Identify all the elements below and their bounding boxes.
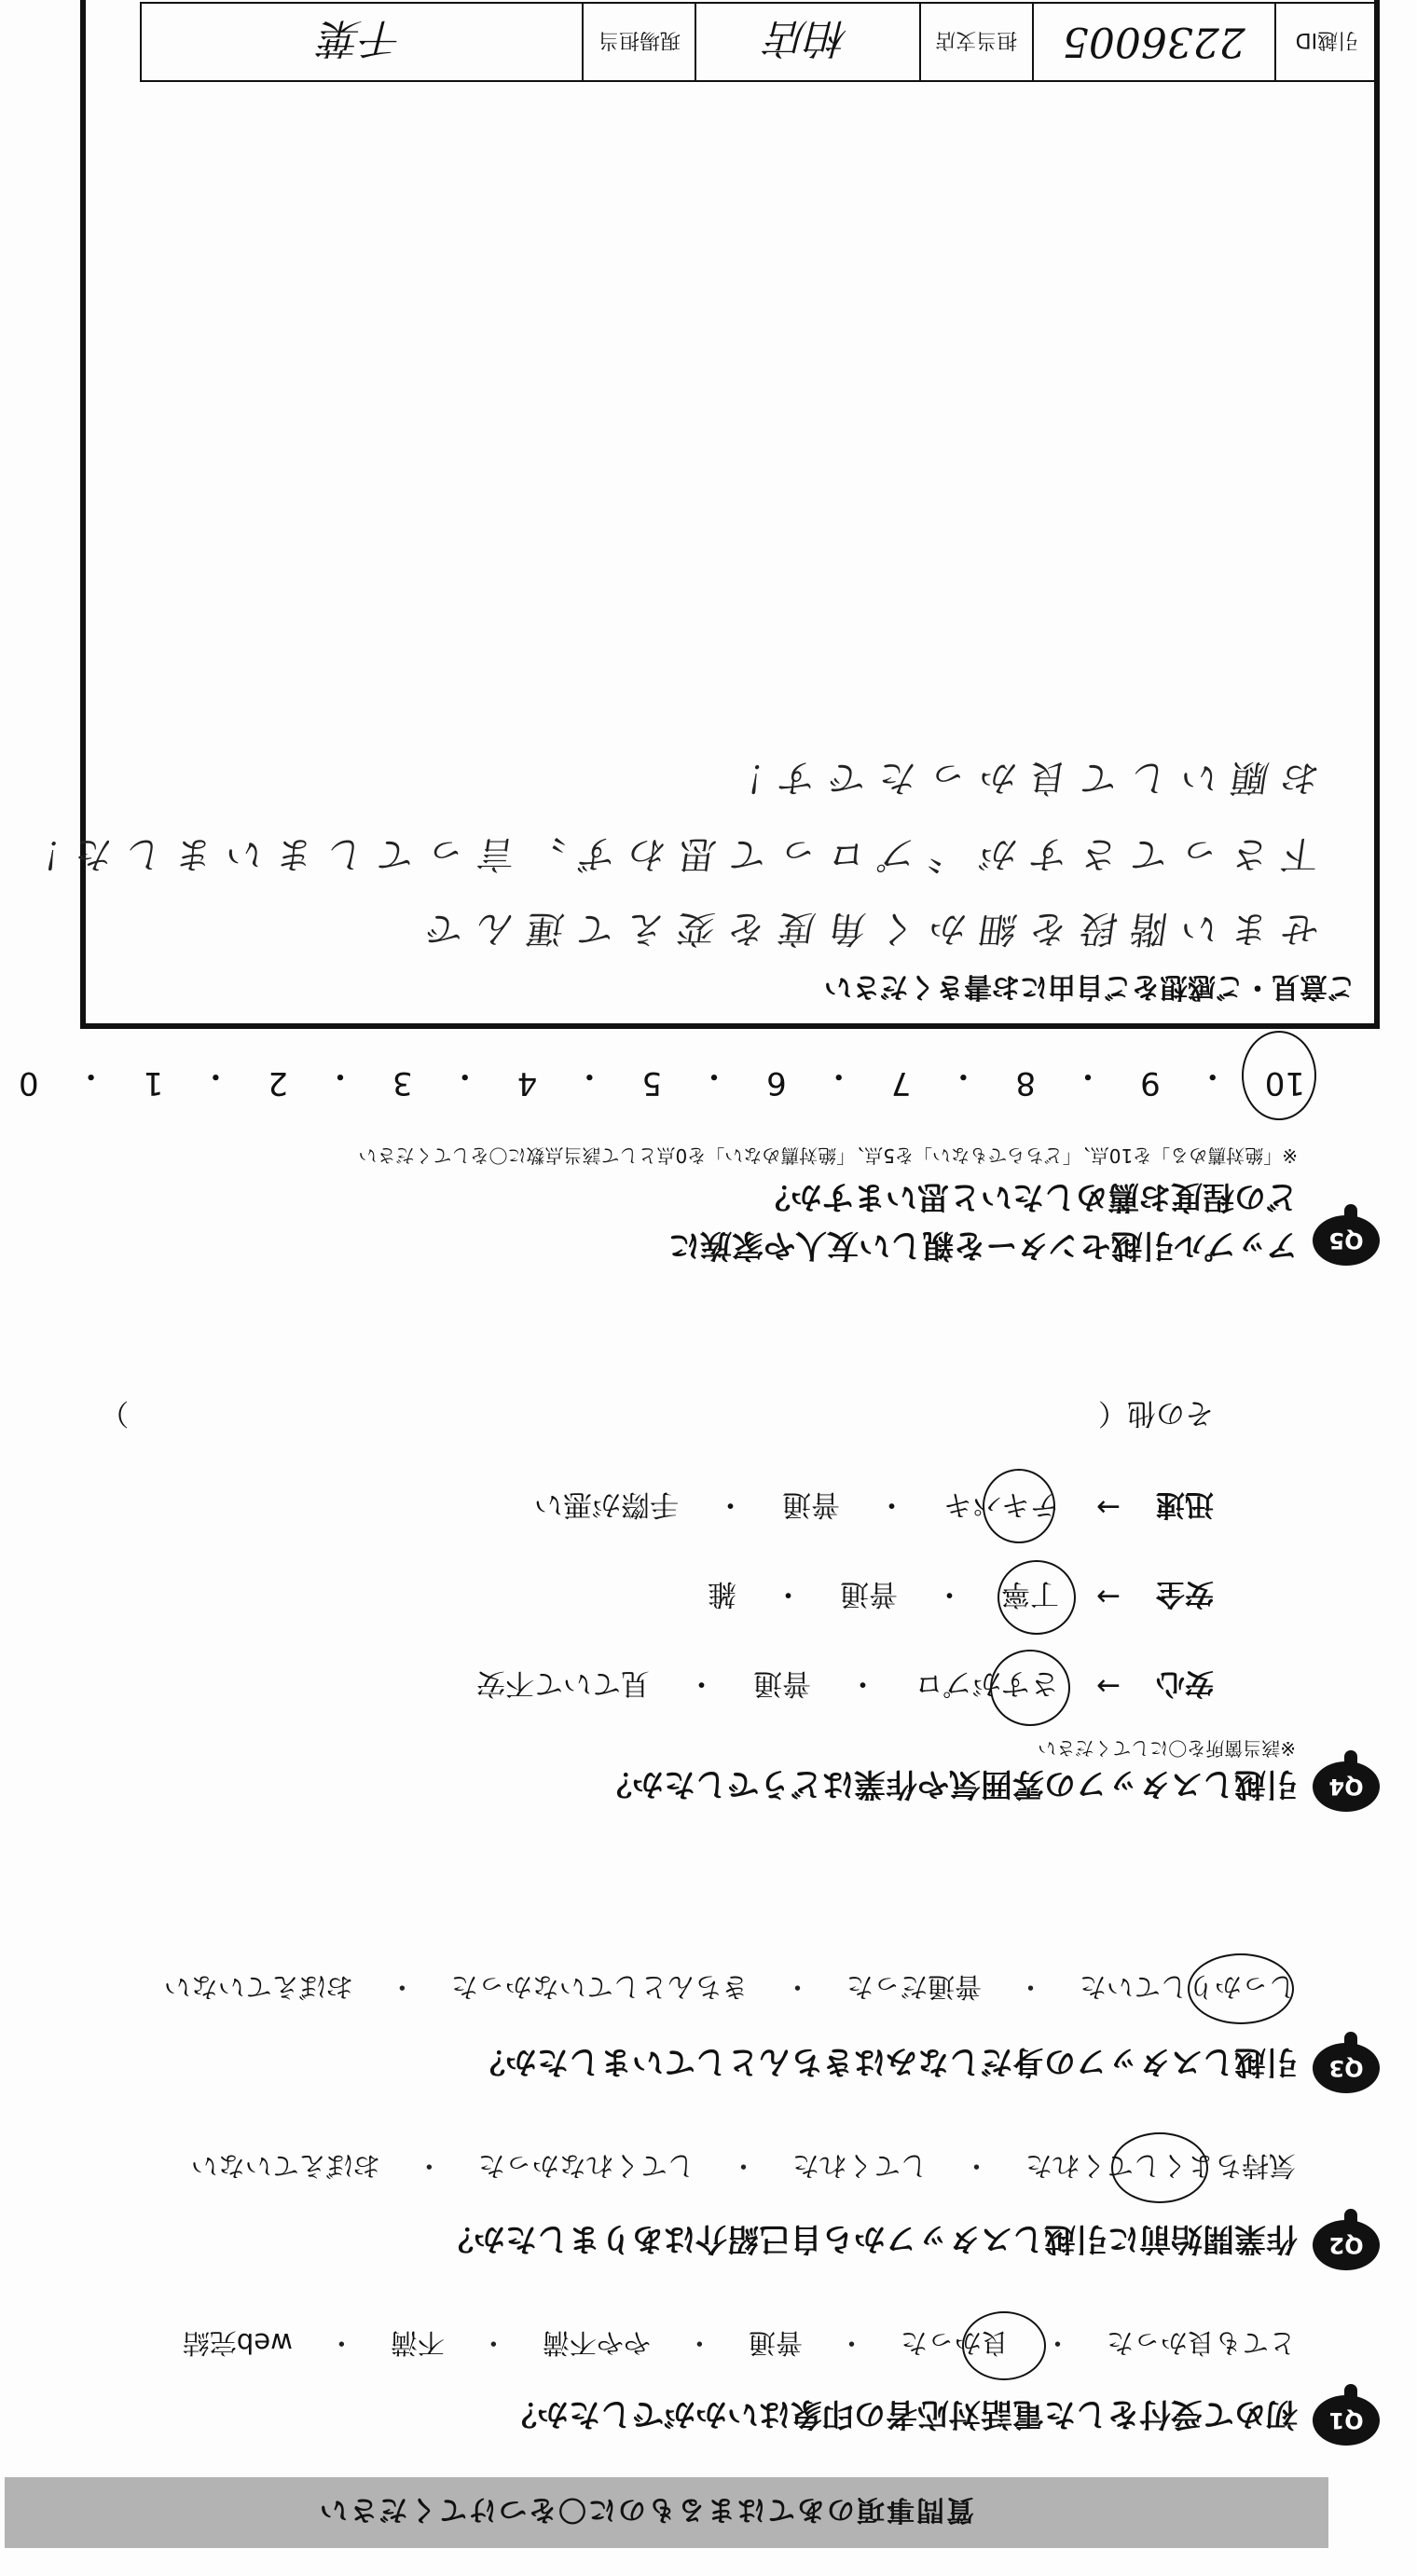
q1-option[interactable]: 不満 bbox=[390, 2327, 445, 2359]
q4-other bbox=[100, 1395, 1214, 1437]
q1-option[interactable]: 良かった bbox=[900, 2327, 1009, 2359]
other-close: ） bbox=[100, 1396, 130, 1430]
q4-question: 引越しスタッフの雰囲気や作業はどうでしたか？ bbox=[600, 1765, 1298, 1802]
q1-option[interactable]: web完結 bbox=[182, 2327, 293, 2359]
q4-jinsoku-circle bbox=[983, 1469, 1055, 1543]
q4-row-jinsoku: 迅速 → テキパキ ・ 普通 ・ 手際が悪い bbox=[534, 1487, 1214, 1528]
q4-note: ※該当箇所を〇にしてください bbox=[1038, 1737, 1296, 1760]
id-value: 2236005 bbox=[1032, 4, 1274, 80]
q4-option[interactable]: 普通 bbox=[753, 1666, 812, 1700]
leader-label: 現場担当 bbox=[582, 4, 695, 80]
handwritten-line: お願いして良かったです！ bbox=[711, 756, 1322, 799]
score-8[interactable]: 8 bbox=[1015, 1064, 1037, 1102]
branch-value: 柏店 bbox=[695, 4, 919, 80]
q3-option[interactable]: おぼえていない bbox=[163, 1971, 353, 2003]
q1-question: 初めて受付をした電話対応者の印象はいかがでしたか？ bbox=[505, 2395, 1298, 2432]
q3-badge: Q3 bbox=[1313, 2043, 1380, 2093]
row-label: 安全 bbox=[1156, 1577, 1214, 1610]
q2-question: 作業開始前に引越しスタッフから自己紹介はありましたか？ bbox=[442, 2220, 1298, 2257]
id-label: 引越ID bbox=[1274, 4, 1378, 80]
q2-option[interactable]: してくれた bbox=[791, 2150, 928, 2182]
q4-option[interactable]: 普通 bbox=[782, 1487, 841, 1521]
q1-options: とても良かった ・ 良かった ・ 普通 ・ やや不満 ・ 不満 ・ web完結 bbox=[183, 2325, 1296, 2364]
q5-question-line1: アップル引越センターを親しい友人や家族に bbox=[668, 1226, 1298, 1264]
score-5[interactable]: 5 bbox=[641, 1064, 663, 1102]
score-0[interactable]: 0 bbox=[19, 1064, 39, 1102]
q4-option[interactable]: テキパキ bbox=[943, 1487, 1060, 1521]
q4-option[interactable]: 手際が悪い bbox=[534, 1487, 680, 1521]
q3-question: 引越しスタッフの身だしなみはきちんとしていましたか？ bbox=[474, 2043, 1298, 2080]
q5-selection-circle bbox=[1242, 1031, 1316, 1120]
row-label: 安心 bbox=[1156, 1666, 1214, 1700]
score-4[interactable]: 4 bbox=[516, 1064, 538, 1102]
q1-option[interactable]: 普通 bbox=[748, 2327, 803, 2359]
q4-badge: Q4 bbox=[1313, 1761, 1380, 1812]
id-table bbox=[140, 2, 1380, 82]
score-9[interactable]: 9 bbox=[1140, 1064, 1161, 1102]
q1-option[interactable]: とても良かった bbox=[1106, 2327, 1296, 2359]
q4-row-anzen: 安全 → 丁寧 ・ 普通 ・ 雑 bbox=[708, 1576, 1214, 1618]
q2-option[interactable]: 気持ちよくしてくれた bbox=[1025, 2150, 1296, 2182]
leader-value: 千葉 bbox=[321, 14, 404, 62]
other-label: その他（ bbox=[1098, 1396, 1214, 1430]
comment-box[interactable] bbox=[7, 0, 1380, 1029]
handwritten-line: 下さってさすが〝プロって思わず〟言ってしまいました！ bbox=[7, 832, 1322, 875]
q5-scale: 10 ・ 9 ・ 8 ・ 7 ・ 6 ・ 5 ・ 4 ・ 3 ・ 2 ・ 1 ・ 0 bbox=[19, 1057, 1305, 1102]
score-7[interactable]: 7 bbox=[890, 1064, 912, 1102]
q5-note: ※「絶対薦める」を10点、「どちらでもない」を5点、「絶対薦めない」を0点として該当点数に〇をしてください bbox=[358, 1144, 1298, 1167]
row-label: 迅速 bbox=[1156, 1487, 1214, 1521]
q4-option[interactable]: 普通 bbox=[840, 1577, 899, 1610]
comment-title: ご意見・ご感想をご自由にお書きください bbox=[824, 970, 1355, 1003]
q5-badge: Q5 bbox=[1313, 1215, 1380, 1266]
q4-option[interactable]: 雑 bbox=[708, 1577, 737, 1610]
score-2[interactable]: 2 bbox=[268, 1064, 288, 1102]
q3-option[interactable]: しっかりしていた bbox=[1079, 1971, 1296, 2003]
q3-option[interactable]: 普通だった bbox=[846, 1971, 982, 2003]
score-3[interactable]: 3 bbox=[392, 1064, 413, 1102]
q2-selection-circle bbox=[1111, 2132, 1208, 2203]
arrow-icon: → bbox=[1096, 1490, 1121, 1525]
arrow-icon: → bbox=[1096, 1669, 1121, 1704]
q1-badge: Q1 bbox=[1313, 2395, 1380, 2446]
q4-anzen-circle bbox=[997, 1560, 1076, 1635]
q2-options: 気持ちよくしてくれた ・ してくれた ・ してくれなかった ・ おぼえていない bbox=[191, 2148, 1296, 2186]
score-10[interactable]: 10 bbox=[1264, 1064, 1305, 1102]
q2-option[interactable]: してくれなかった bbox=[477, 2150, 695, 2182]
q1-selection-circle bbox=[962, 2311, 1046, 2380]
q3-option[interactable]: きちんとしていなかった bbox=[450, 1971, 749, 2003]
instruction-banner: 質問事項のあてはまるものに〇をつけてください bbox=[5, 2477, 1328, 2548]
handwritten-line: せまい階段を細かく角度を変えて運んで bbox=[409, 907, 1322, 950]
q3-options: しっかりしていた ・ 普通だった ・ きちんとしていなかった ・ おぼえていない bbox=[164, 1969, 1296, 2007]
arrow-icon: → bbox=[1096, 1580, 1121, 1614]
q3-selection-circle bbox=[1188, 1953, 1294, 2024]
q1-option[interactable]: やや不満 bbox=[542, 2327, 651, 2359]
q4-option[interactable]: 見ていて不安 bbox=[476, 1666, 651, 1700]
q4-option[interactable]: 丁寧 bbox=[1001, 1577, 1060, 1610]
score-6[interactable]: 6 bbox=[766, 1064, 787, 1102]
score-1[interactable]: 1 bbox=[143, 1064, 164, 1102]
q2-option[interactable]: おぼえていない bbox=[190, 2150, 380, 2182]
q4-anshin-circle bbox=[990, 1650, 1070, 1726]
q5-question-line2: どの程度お薦めしたいと思いますか？ bbox=[759, 1178, 1298, 1215]
q2-badge: Q2 bbox=[1313, 2220, 1380, 2270]
q4-row-anshin: 安心 → さすがプロ ・ 普通 ・ 見ていて不安 bbox=[476, 1665, 1214, 1707]
branch-label: 担当支店 bbox=[919, 4, 1032, 80]
q4-option[interactable]: さすがプロ bbox=[915, 1666, 1060, 1700]
